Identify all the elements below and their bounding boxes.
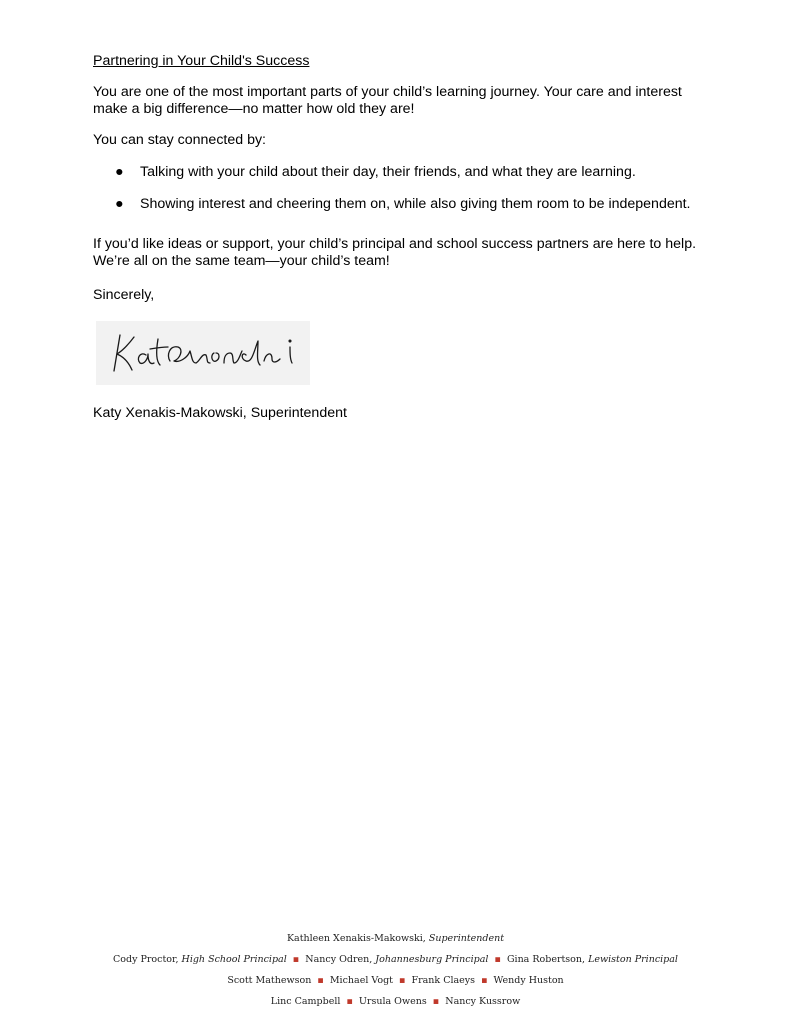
intro-paragraph: You are one of the most important parts of your child’s learning journey. Your care and interest make a big difference—no matter how old they are! bbox=[93, 84, 682, 117]
footer-board-line-2 bbox=[0, 991, 791, 1012]
footer-principals-line bbox=[0, 949, 791, 970]
board-member: Scott Mathewson bbox=[227, 975, 312, 986]
signature-image bbox=[96, 321, 310, 385]
list-item bbox=[93, 196, 713, 213]
principal-role: Johannesburg Principal bbox=[375, 954, 489, 965]
principal-role: High School Principal bbox=[181, 954, 287, 965]
footer-superintendent-line bbox=[0, 928, 791, 949]
support-paragraph: If you’d like ideas or support, your child’s principal and school success partners are here to help. We’re all on the same team—your child’s team! bbox=[93, 236, 697, 269]
footer-board-line-1 bbox=[0, 970, 791, 991]
bullet-icon: ● bbox=[115, 196, 124, 212]
board-member: Linc Campbell bbox=[270, 996, 341, 1007]
separator-icon: ▪ bbox=[481, 975, 488, 986]
principal-name: Cody Proctor, bbox=[113, 954, 179, 965]
separator-icon: ▪ bbox=[432, 996, 440, 1007]
board-member: Frank Claeys bbox=[411, 975, 476, 986]
separator-icon: ▪ bbox=[399, 975, 406, 986]
superintendent-name: Kathleen Xenakis-Makowski, bbox=[286, 933, 426, 944]
separator-icon: ▪ bbox=[317, 975, 324, 986]
board-member: Nancy Kussrow bbox=[445, 996, 521, 1007]
connect-lead: You can stay connected by: bbox=[93, 132, 266, 148]
separator-icon: ▪ bbox=[494, 954, 501, 965]
board-member: Wendy Huston bbox=[493, 975, 564, 986]
connect-list bbox=[93, 164, 713, 213]
principal-name: Nancy Odren, bbox=[305, 954, 373, 965]
closing: Sincerely, bbox=[93, 287, 155, 303]
signer-name: Katy Xenakis-Makowski, Superintendent bbox=[93, 405, 347, 421]
board-member: Ursula Owens bbox=[358, 996, 427, 1007]
list-item-text: Talking with your child about their day, their friends, and what they are learning. bbox=[140, 164, 636, 180]
board-member: Michael Vogt bbox=[329, 975, 393, 986]
letter-heading: Partnering in Your Child's Success bbox=[93, 53, 310, 69]
superintendent-role: Superintendent bbox=[428, 933, 505, 944]
district-footer bbox=[0, 928, 791, 1012]
signature-icon bbox=[96, 321, 310, 385]
principal-role: Lewiston Principal bbox=[588, 954, 678, 965]
separator-icon: ▪ bbox=[292, 954, 300, 965]
bullet-icon: ● bbox=[115, 164, 124, 180]
letter-body bbox=[93, 53, 713, 422]
separator-icon: ▪ bbox=[346, 996, 353, 1007]
list-item bbox=[93, 164, 713, 181]
list-item-text: Showing interest and cheering them on, while also giving them room to be independent. bbox=[140, 196, 691, 212]
principal-name: Gina Robertson, bbox=[506, 954, 586, 965]
